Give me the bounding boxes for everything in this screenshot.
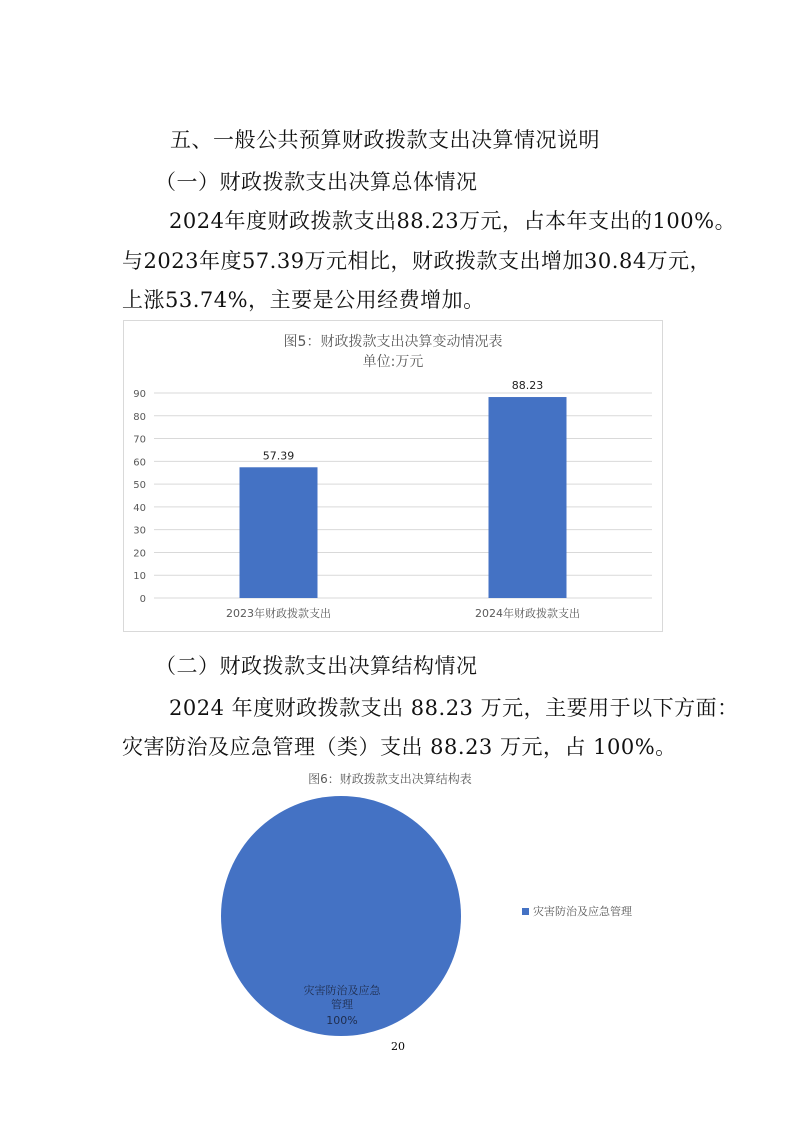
- paragraph-line: 上涨53.74%，主要是公用经费增加。: [122, 288, 485, 312]
- bar-chart-plot: [124, 321, 662, 631]
- chart-subtitle: 单位:万元: [362, 354, 424, 370]
- bar: [240, 467, 318, 598]
- y-tick-label: 20: [133, 548, 146, 560]
- paragraph-line: 与2023年度57.39万元相比，财政拨款支出增加30.84万元，: [122, 249, 712, 273]
- chart-title: 图5：财政拨款支出决算变动情况表: [283, 334, 503, 350]
- y-tick-label: 30: [133, 525, 146, 537]
- y-tick-label: 40: [133, 502, 146, 514]
- bar-chart: [123, 320, 663, 632]
- paragraph-line: 灾害防治及应急管理（类）支出 88.23 万元，占 100%。: [122, 735, 677, 759]
- y-tick-label: 60: [133, 457, 146, 469]
- y-tick-label: 0: [139, 594, 146, 605]
- y-tick-label: 10: [133, 571, 146, 583]
- paragraph-line: 2024 年度财政拨款支出 88.23 万元，主要用于以下方面：: [169, 696, 739, 720]
- x-tick-label: 2024年财政拨款支出: [475, 607, 580, 620]
- pie-chart: [190, 768, 660, 1040]
- x-tick-label: 2023年财政拨款支出: [226, 607, 331, 620]
- slice-label: 管理: [331, 998, 353, 1011]
- pie-chart-plot: [190, 768, 660, 1040]
- subsection-heading-structure: （二）财政拨款支出决算结构情况: [155, 654, 478, 678]
- section-heading: 五、一般公共预算财政拨款支出决算情况说明: [170, 128, 600, 152]
- legend-swatch: [522, 908, 529, 915]
- legend-label: 灾害防治及应急管理: [533, 905, 632, 918]
- slice-label: 灾害防治及应急: [303, 984, 381, 997]
- y-tick-label: 80: [133, 411, 146, 423]
- y-tick-label: 90: [133, 389, 146, 400]
- y-tick-label: 70: [133, 434, 146, 446]
- data-label: 88.23: [511, 379, 544, 393]
- paragraph-line: 2024年度财政拨款支出88.23万元，占本年支出的100%。: [169, 209, 737, 233]
- slice-percent-label: 100%: [326, 1014, 358, 1027]
- bar: [489, 397, 567, 598]
- y-tick-label: 50: [133, 480, 146, 492]
- chart-title: 图6：财政拨款支出决算结构表: [308, 772, 472, 786]
- page-number: 20: [391, 1040, 405, 1053]
- data-label: 57.39: [262, 449, 295, 463]
- subsection-heading-overall: （一）财政拨款支出决算总体情况: [155, 170, 478, 194]
